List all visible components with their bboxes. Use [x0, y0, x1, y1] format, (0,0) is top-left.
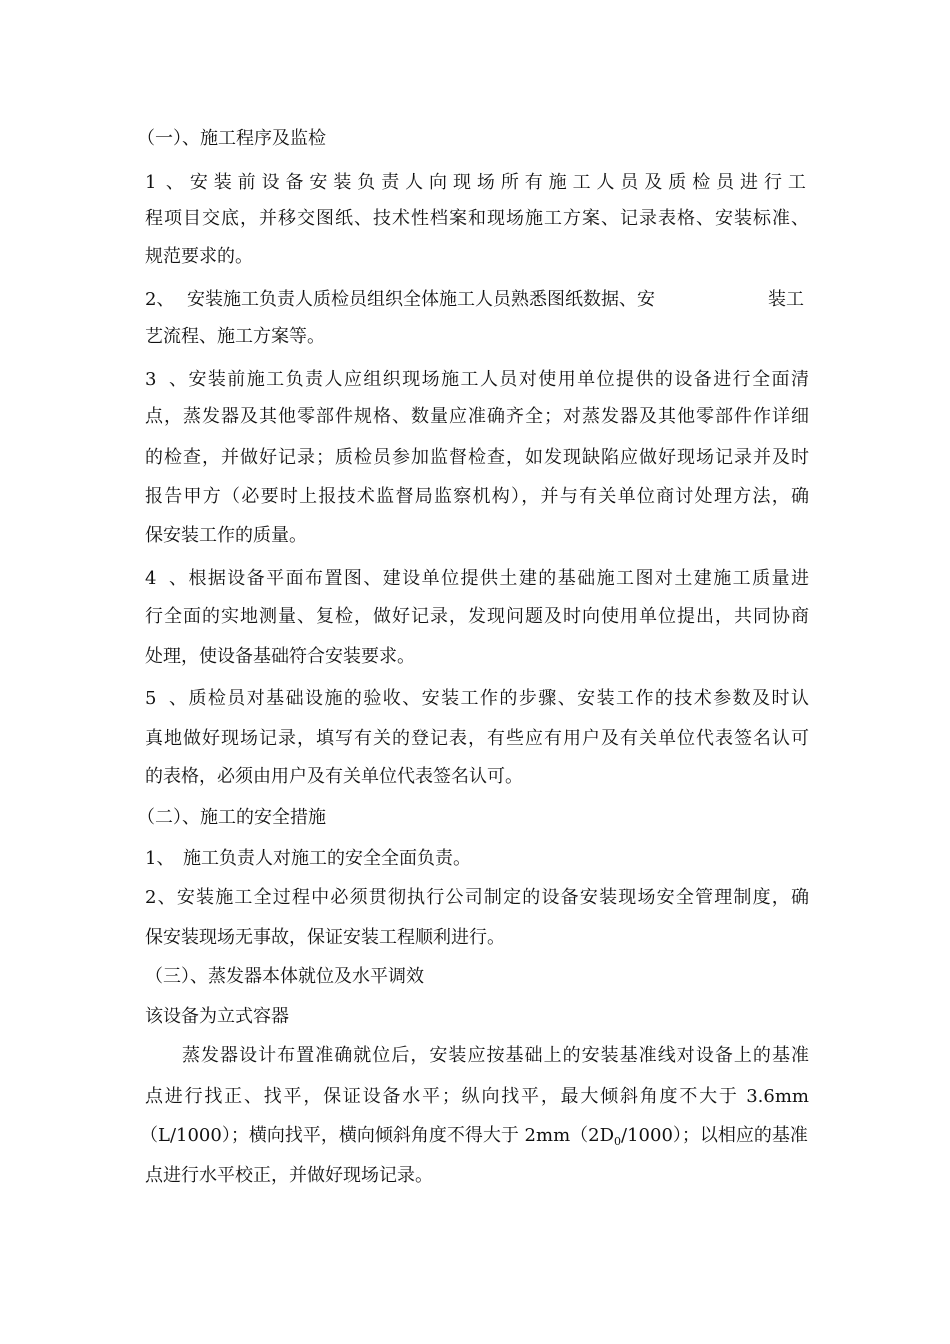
s1-item1-line1: [145, 171, 809, 195]
s1-item1-text: 安装前设备安装负责人向现场所有施工人员及质检员进行工: [187, 172, 809, 193]
s1-item4-line3: 处理，使设备基础符合安装要求。: [145, 646, 415, 667]
section-3-heading: （三）、蒸发器本体就位及水平调效: [145, 966, 424, 987]
s1-item2-line2: 艺流程、施工方案等。: [145, 326, 325, 347]
s2-item2-line2: 保安装现场无事故，保证安装工程顺利进行。: [145, 927, 505, 948]
s3-para-line4: 点进行水平校正，并做好现场记录。: [145, 1165, 433, 1186]
s1-item2-line1-tail: 装工: [768, 289, 804, 310]
s1-item1-number: 1、: [145, 172, 187, 193]
s1-item4-number: 4、: [145, 568, 187, 589]
s3-para-line3-subscript: 0: [614, 1135, 622, 1148]
s2-item2-line1: 2、安装施工全过程中必须贯彻执行公司制定的设备安装现场安全管理制度，确: [145, 887, 809, 908]
s3-para-line1: 蒸发器设计布置准确就位后，安装应按基础上的安装基准线对设备上的基准: [182, 1045, 809, 1066]
s2-item1-line1: [145, 847, 471, 871]
s1-item5-line3: 的表格，必须由用户及有关单位代表签名认可。: [145, 766, 523, 787]
s2-item1-number: 1、: [145, 848, 175, 869]
s2-item1-text: 施工负责人对施工的安全全面负责。: [183, 848, 471, 869]
s1-item5-text: 质检员对基础设施的验收、安装工作的步骤、安装工作的技术参数及时认: [187, 688, 809, 709]
s1-item5-line1: [145, 687, 809, 711]
s1-item2-text-a: 安装施工负责人质检员组织全体施工人员熟悉图纸数据、安: [187, 289, 655, 310]
s1-item3-text: 安装前施工负责人应组织现场施工人员对使用单位提供的设备进行全面清: [187, 369, 809, 390]
s1-item3-line2: 点，蒸发器及其他零部件规格、数量应准确齐全；对蒸发器及其他零部件作详细: [145, 406, 809, 427]
s1-item5-number: 5、: [145, 688, 187, 709]
s1-item2-number: 2、: [145, 289, 175, 310]
s1-item1-line3: 规范要求的。: [145, 246, 253, 267]
s1-item3-line3: 的检查，并做好记录；质检员参加监督检查，如发现缺陷应做好现场记录并及时: [145, 447, 809, 468]
s3-para-line3: [140, 1124, 808, 1154]
section-1-heading: （一）、施工程序及监检: [137, 128, 326, 149]
s1-item5-line2: 真地做好现场记录，填写有关的登记表，有些应有用户及有关单位代表签名认可: [145, 728, 809, 749]
s3-para-line3-b: /1000）；以相应的基准: [621, 1125, 808, 1146]
s1-item3-line1: [145, 368, 809, 392]
s1-item3-line4: 报告甲方（必要时上报技术监督局监察机构），并与有关单位商讨处理方法，确: [145, 486, 809, 507]
s1-item2-line1: [145, 288, 655, 312]
s1-item4-text: 根据设备平面布置图、建设单位提供土建的基础施工图对土建施工质量进: [187, 568, 809, 589]
s1-item4-line2: 行全面的实地测量、复检，做好记录，发现问题及时向使用单位提出，共同协商: [145, 606, 809, 627]
s3-intro: 该设备为立式容器: [145, 1006, 289, 1027]
s1-item1-line2: 程项目交底，并移交图纸、技术性档案和现场施工方案、记录表格、安装标准、: [145, 208, 809, 229]
section-2-heading: （二）、施工的安全措施: [137, 807, 326, 828]
s3-para-line3-a: （L/1000）；横向找平，横向倾斜角度不得大于 2mm（2D: [140, 1125, 615, 1146]
s3-para-line2: 点进行找正、找平，保证设备水平；纵向找平，最大倾斜角度不大于 3.6mm: [145, 1086, 809, 1107]
s1-item3-number: 3、: [145, 369, 187, 390]
s1-item4-line1: [145, 567, 809, 591]
s1-item3-line5: 保安装工作的质量。: [145, 525, 307, 546]
